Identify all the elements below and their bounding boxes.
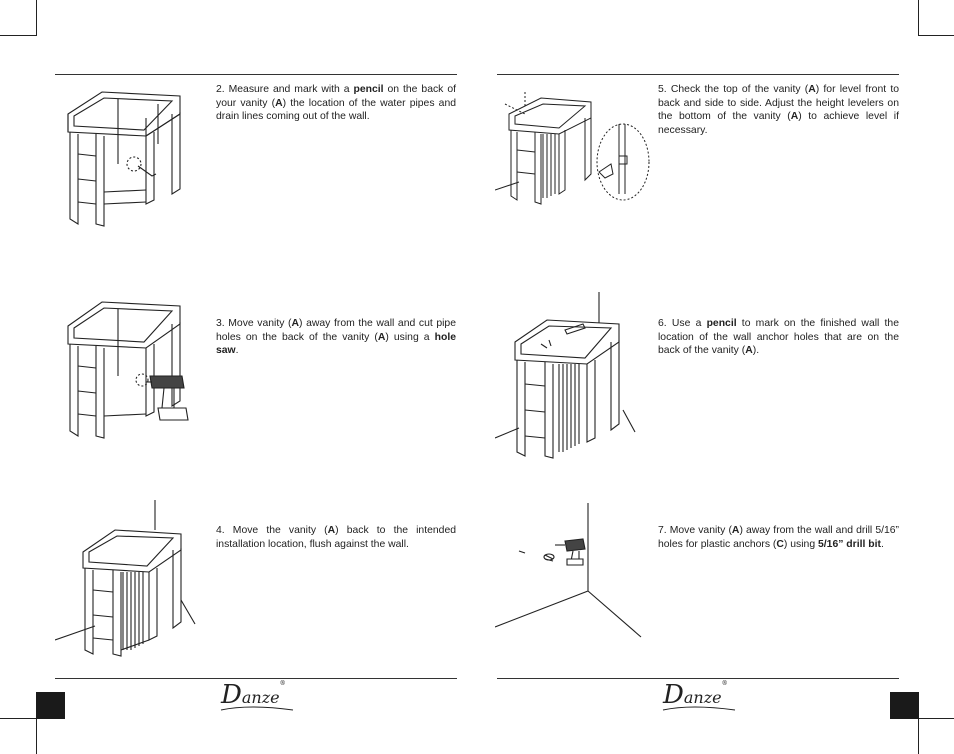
step-text-run: ) back to the intended installation location, flush against the wall. xyxy=(216,525,456,550)
step-2-text xyxy=(216,83,456,124)
top-rule-right xyxy=(497,74,899,75)
step-bold-term: A xyxy=(377,331,386,343)
step-text-run: 5. Check the top of the vanity ( xyxy=(658,84,809,95)
step-text-run: . xyxy=(880,538,884,550)
step-5-text xyxy=(658,83,899,137)
step-bold-term: A xyxy=(291,318,300,329)
crop-mark-bl-h xyxy=(0,718,36,719)
step-text-run: ). xyxy=(752,345,760,357)
crop-mark-bl-v xyxy=(36,718,37,754)
logo-swoosh xyxy=(661,704,737,714)
step-text-run: ) using xyxy=(783,538,818,550)
vanity-frame-illustration xyxy=(62,84,187,229)
wall-drilling-illustration xyxy=(495,503,645,638)
crop-mark-tr-v xyxy=(918,0,919,36)
step-text-run: 4. Move the vanity ( xyxy=(216,525,328,536)
crop-mark-tl-h xyxy=(0,35,36,36)
danze-logo-right: Danze® xyxy=(663,680,728,710)
step-text-run: 2. Measure and mark with a xyxy=(216,84,354,95)
step-bold-term: A xyxy=(745,345,753,357)
step-text-run: ) for level front to back and side to side. Adjust the height levelers on the bottom of the vanity ( xyxy=(658,84,899,123)
step-text-run: ) away from the wall and drill 5/16” holes for plastic anchors ( xyxy=(658,525,900,550)
step-bold-term: C xyxy=(776,538,784,550)
vanity-wall-illustration xyxy=(55,500,205,660)
page-marker-left xyxy=(36,692,65,719)
step-bold-term: hole saw xyxy=(216,331,456,357)
step-bold-term: pencil xyxy=(706,318,737,329)
vanity-marking-illustration xyxy=(495,292,640,462)
crop-mark-tr-h xyxy=(918,35,954,36)
step-text-run: ) the location of the water pipes and drain lines coming out of the wall. xyxy=(216,97,457,123)
step-bold-term: pencil xyxy=(353,84,384,95)
step-6-text xyxy=(658,317,899,358)
step-text-run: ) to achieve level if necessary. xyxy=(658,111,899,136)
step-text-run: . xyxy=(235,345,239,357)
bottom-rule-left xyxy=(55,678,457,679)
page-marker-right xyxy=(890,692,919,719)
top-rule-left xyxy=(55,74,457,75)
step-3-text xyxy=(216,317,456,358)
vanity-drill-illustration xyxy=(62,296,202,441)
step-text-run: ) using a xyxy=(385,331,435,343)
step-bold-term: A xyxy=(275,97,283,109)
bottom-rule-right xyxy=(497,678,899,679)
step-text-run: ) away from the wall and cut pipe holes on the back of the vanity ( xyxy=(216,318,456,343)
crop-mark-br-v xyxy=(918,718,919,754)
step-text-run: 6. Use a xyxy=(658,318,707,329)
crop-mark-br-h xyxy=(918,718,954,719)
step-bold-term: A xyxy=(327,525,336,536)
step-text-run: to mark on the finished wall the location of the wall anchor holes that are on the back of the vanity ( xyxy=(658,318,899,357)
step-bold-term: A xyxy=(790,111,799,123)
step-text-run: 3. Move vanity ( xyxy=(216,318,292,329)
logo-swoosh xyxy=(219,704,295,714)
step-bold-term: 5/16” drill bit xyxy=(818,538,881,550)
crop-mark-tl-v xyxy=(36,0,37,36)
step-bold-term: A xyxy=(731,525,740,536)
vanity-level-illustration xyxy=(495,84,650,214)
step-text-run: 7. Move vanity ( xyxy=(658,525,732,536)
step-bold-term: A xyxy=(808,84,816,95)
step-4-text xyxy=(216,524,456,551)
step-7-text xyxy=(658,524,899,551)
danze-logo-left: Danze® xyxy=(221,680,286,710)
step-text-run: on the back of your vanity ( xyxy=(216,84,456,109)
